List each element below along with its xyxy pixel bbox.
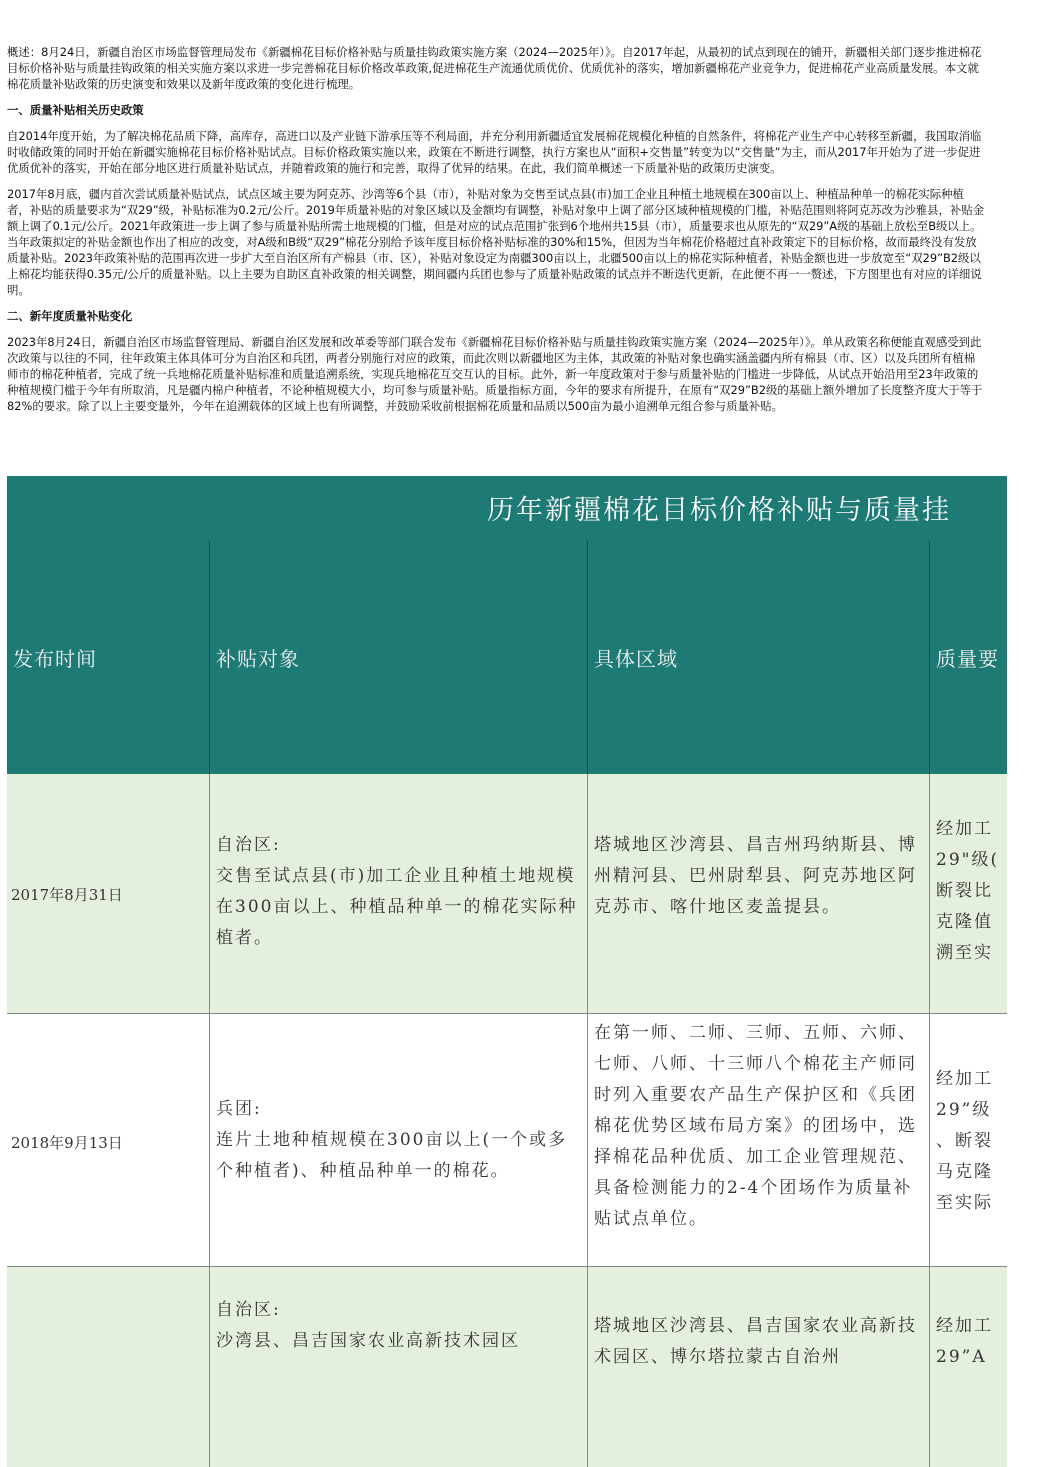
cell-subject: 自治区: 交售至试点县(市)加工企业且种植土地规模在300亩以上、种植品种单一的棉花实际种植者。 — [210, 774, 588, 1013]
table-row — [7, 1267, 1007, 1467]
cell-quality: 经加工 29”级 、断裂 马克隆 至实际 — [936, 1069, 993, 1213]
cell-region: 在第一师、二师、三师、五师、六师、七师、八师、十三师八个棉花主产师同时列入重要农产品生产保护区和《兵团棉花优势区域布局方案》的团场中，选择棉花品种优质、加工企业管理规范、具备检测能力的2-4个团场作为质量补贴试点单位。 — [588, 1014, 930, 1266]
figure-title: 历年新疆棉花目标价格补贴与质量挂 — [487, 495, 951, 526]
section-heading-history: 一、质量补贴相关历史政策 — [7, 103, 144, 117]
table-header-row — [7, 541, 1007, 774]
cell-subject: 自治区: 沙湾县、昌吉国家农业高新技术园区 — [210, 1267, 588, 1467]
cell-quality: 经加工 29"级( 断裂比 克隆值 溯至实 — [936, 819, 1000, 963]
history-paragraph-1: 自2014年度开始，为了解决棉花品质下降，高库存，高进口以及产业链下游承压等不利局面，并充分利用新疆适宜发展棉花规模化种植的自然条件，将棉花产业生产中心转移至新疆，我国取消临时收储政策的同时开始在新疆实施棉花目标价格补贴试点。目标价格政策实施以来，政策在不断进行调整，执行方案也从“面积+交售量”转变为以“交售量”为主，而从2017年开始为了进一步促进优质优补的落实，开始在部分地区进行质量补贴试点，并随着政策的施行和完善，取得了优异的结果。在此，我们简单概述一下质量补贴的政策历史演变。 — [7, 129, 982, 175]
column-header-quality: 质量要 — [936, 647, 999, 671]
cell-region: 塔城地区沙湾县、昌吉国家农业高新技术园区、博尔塔拉蒙古自治州 — [588, 1267, 930, 1467]
history-paragraph-2: 2017年8月底，疆内首次尝试质量补贴试点，试点区域主要为阿克苏、沙湾等6个县（市），补贴对象为交售至试点县(市)加工企业且种植土地规模在300亩以上、种植品种单一的棉花实际种植者，补贴的质量要求为“双29”级，补贴标准为0.2元/公斤。2019年质量补贴的对象区域以及金额均有调整，补贴对象中上调了部分区域种植规模的门槛，补贴范围则将阿克苏改为沙雅县，补贴金额上调了0.1元/公斤。2021年政策进一步上调了参与质量补贴所需土地规模的门槛，但是对应的试点范围扩张到6个地州共15县（市），质量要求也从原先的“双29”A级的基础上放松至B级以上。当年政策拟定的补贴金额也作出了相应的改变，对A级和B级“双29”棉花分别给予该年度目标价格补贴标准的30%和15%，但因为当年棉花价格超过直补政策定下的目标价格，故而最终没有发放质量补贴。2023年政策补贴的范围再次进一步扩大至自治区所有产棉县（市、区），补贴对象设定为南疆300亩以上，北疆500亩以上的棉花实际种植者，补贴金额也进一步放宽至“双29”B2级以上棉花均能获得0.35元/公斤的质量补贴。以上主要为自助区直补政策的相关调整，期间疆内兵团也参与了质量补贴政策的试点并不断迭代更新，在此便不再一一赘述，下方图里也有对应的详细说明。 — [7, 187, 985, 297]
figure-title-banner — [7, 476, 1007, 542]
table-row — [7, 774, 1007, 1014]
column-header-date: 发布时间 — [7, 541, 210, 774]
cell-date: 2018年9月13日 — [7, 1014, 210, 1266]
cell-subject: 兵团: 连片土地种植规模在300亩以上(一个或多个种植者)、种植品种单一的棉花。 — [210, 1014, 588, 1266]
cell-quality: 经加工 29”A — [936, 1316, 993, 1367]
summary-paragraph: 概述：8月24日，新疆自治区市场监督管理局发布《新疆棉花目标价格补贴与质量挂钩政策实施方案（2024—2025年）》。自2017年起，从最初的试点到现在的铺开，新疆相关部门逐步推进棉花目标价格补贴与质量挂钩政策的相关实施方案以求进一步完善棉花目标价格改革政策,促进棉花生产流通优质优价、优质优补的落实，增加新疆棉花产业竞争力，促进棉花产业高质量发展。本文就棉花质量补贴政策的历史演变和效果以及新年度政策的变化进行梳理。 — [7, 45, 982, 91]
cell-date: 2017年8月31日 — [7, 774, 210, 1013]
policy-table-figure — [7, 476, 1007, 1367]
cell-region: 塔城地区沙湾县、昌吉州玛纳斯县、博州精河县、巴州尉犁县、阿克苏地区阿克苏市、喀什地区麦盖提县。 — [588, 774, 930, 1013]
cell-date — [7, 1267, 210, 1467]
column-header-region: 具体区域 — [588, 541, 930, 774]
table-row — [7, 1014, 1007, 1267]
new-policy-paragraph: 2023年8月24日，新疆自治区市场监督管理局、新疆自治区发展和改革委等部门联合发布《新疆棉花目标价格补贴与质量挂钩政策实施方案（2024—2025年）》。单从政策名称便能直观感受到此次政策与以往的不同，往年政策主体具体可分为自治区和兵团，两者分别施行对应的政策，而此次则以新疆地区为主体，其政策的补贴对象也确实涵盖疆内所有棉县（市、区）以及兵团所有植棉师市的棉花种植者，完成了统一兵地棉花质量补贴标准和质量追溯系统，实现兵地棉花互交互认的目标。此外，新一年度政策对于参与质量补贴的门槛进一步降低，从试点开始沿用至23年政策的种植规模门槛于今年有所取消，凡是疆内棉户种植者，不论种植规模大小，均可参与质量补贴。质量指标方面，今年的要求有所提升，在原有“双29”B2级的基础上额外增加了长度整齐度大于等于82%的要求。除了以上主要变量外，今年在追溯载体的区域上也有所调整，并鼓励采收前根据棉花质量和品质以500亩为最小追溯单元组合参与质量补贴。 — [7, 335, 983, 413]
article-body — [7, 44, 985, 424]
section-heading-new-policy: 二、新年度质量补贴变化 — [7, 309, 133, 323]
column-header-subject: 补贴对象 — [210, 541, 588, 774]
